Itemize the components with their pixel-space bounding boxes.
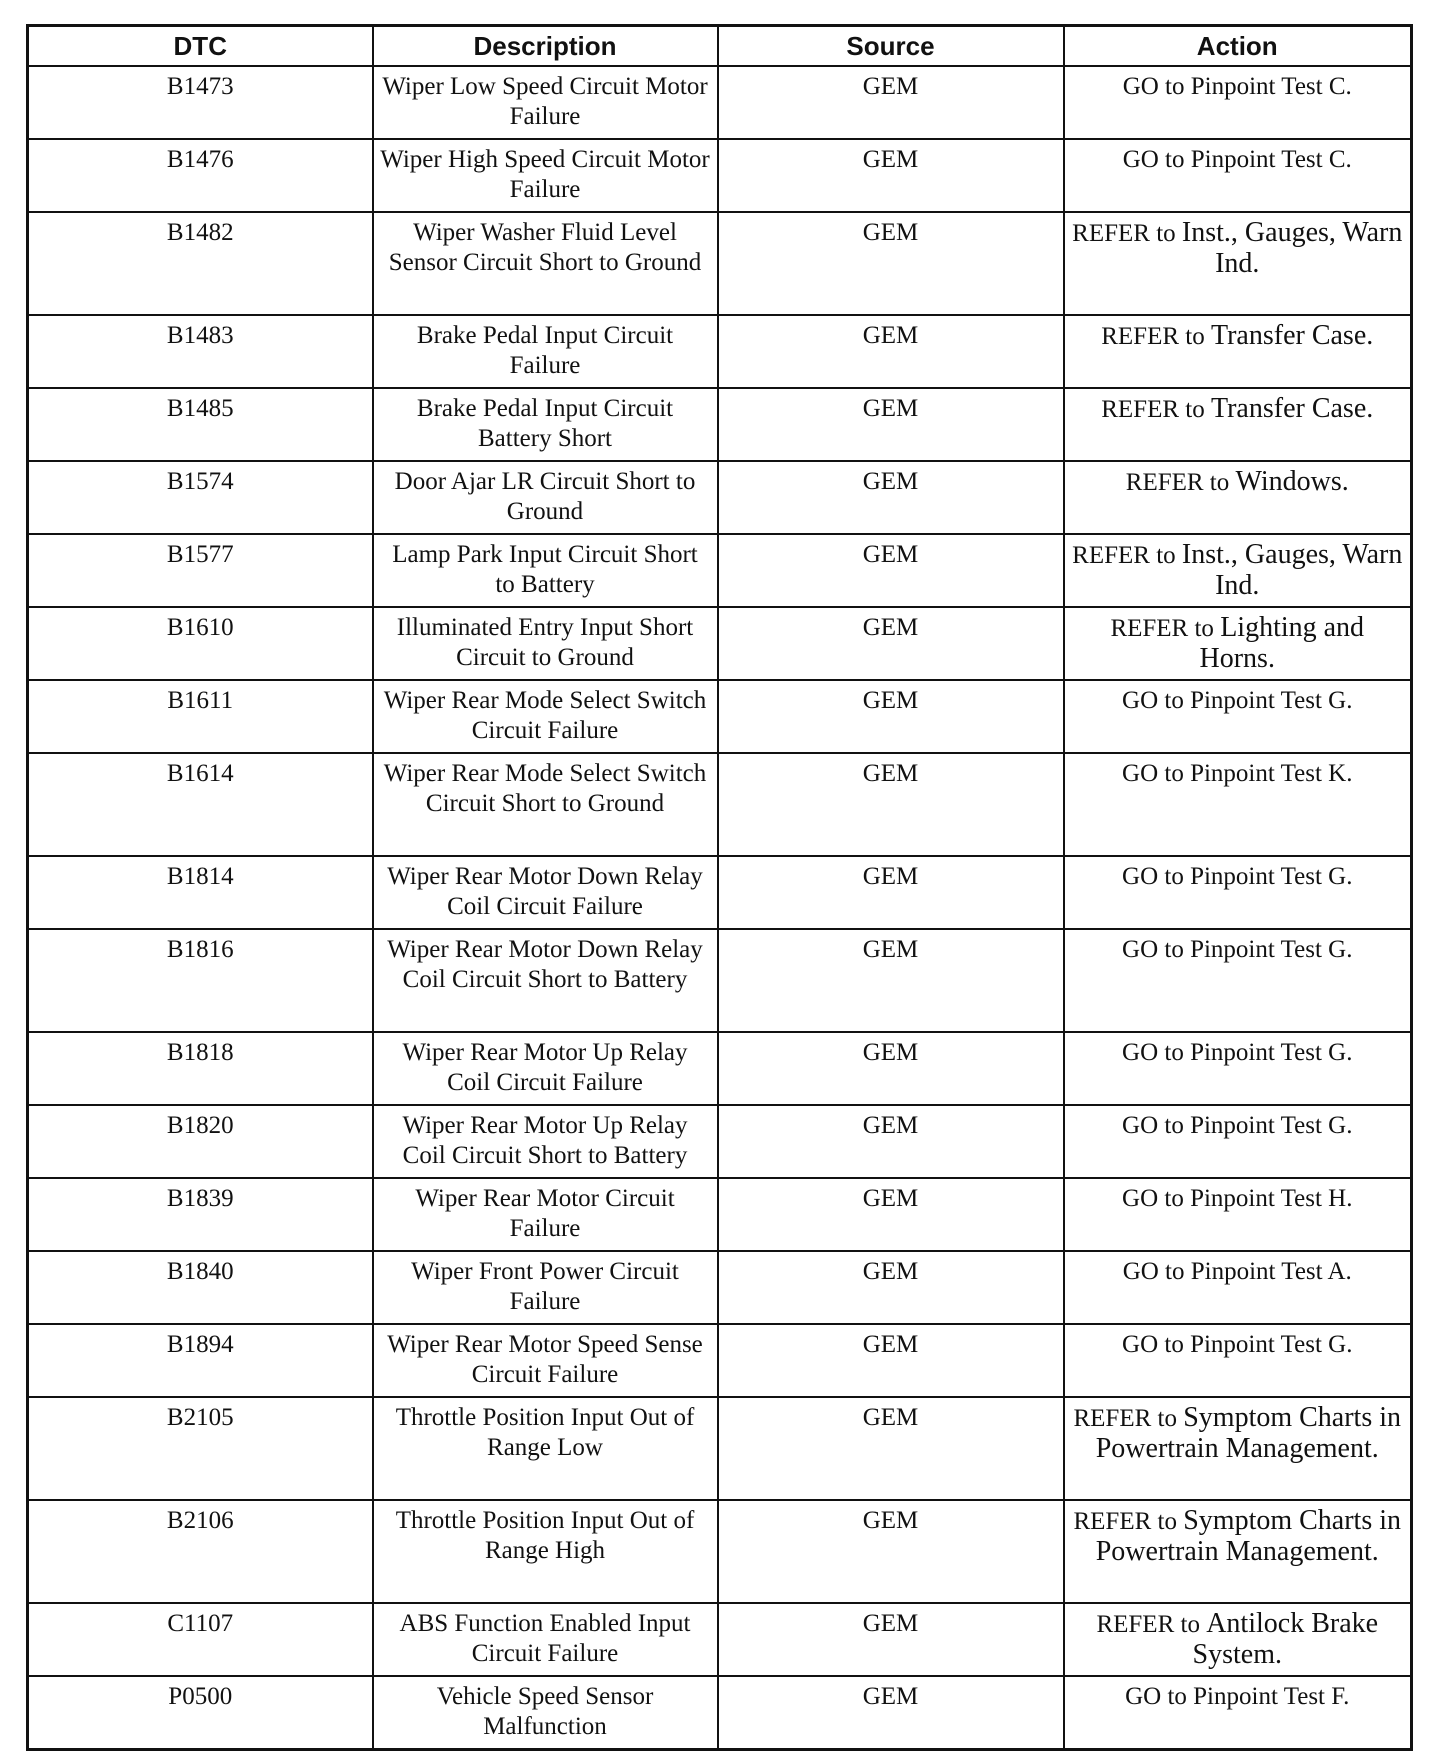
cell-dtc: B1816 xyxy=(28,929,373,1032)
cell-action xyxy=(1064,212,1412,315)
cell-description: Lamp Park Input Circuit Short to Battery xyxy=(373,534,718,607)
table-row xyxy=(28,1676,1412,1750)
action-prefix: GO to xyxy=(1122,1112,1184,1139)
cell-source: GEM xyxy=(718,1324,1064,1397)
table-row xyxy=(28,1500,1412,1603)
cell-dtc: B1820 xyxy=(28,1105,373,1178)
cell-source: GEM xyxy=(718,1397,1064,1500)
cell-action xyxy=(1064,1251,1412,1324)
cell-dtc: B1577 xyxy=(28,534,373,607)
action-target: Transfer Case. xyxy=(1210,393,1374,424)
cell-action xyxy=(1064,1676,1412,1750)
header-description: Description xyxy=(373,26,718,67)
cell-action xyxy=(1064,461,1412,534)
cell-action xyxy=(1064,1178,1412,1251)
table-row xyxy=(28,1178,1412,1251)
table-row xyxy=(28,856,1412,929)
action-target: Transfer Case. xyxy=(1210,320,1374,351)
cell-dtc: B1839 xyxy=(28,1178,373,1251)
cell-dtc: B1476 xyxy=(28,139,373,212)
action-target: Pinpoint Test F. xyxy=(1193,1683,1350,1710)
table-row xyxy=(28,680,1412,753)
action-target: Pinpoint Test K. xyxy=(1190,760,1353,787)
cell-description: Wiper Rear Motor Down Relay Coil Circuit Failure xyxy=(373,856,718,929)
table-row xyxy=(28,461,1412,534)
action-prefix: REFER to xyxy=(1072,542,1176,569)
action-target: Pinpoint Test H. xyxy=(1190,1185,1353,1212)
cell-description: Wiper Rear Motor Up Relay Coil Circuit Failure xyxy=(373,1032,718,1105)
table-row xyxy=(28,139,1412,212)
cell-action xyxy=(1064,315,1412,388)
table-row xyxy=(28,1603,1412,1676)
cell-source: GEM xyxy=(718,1676,1064,1750)
dtc-table xyxy=(26,24,1413,1751)
table-row xyxy=(28,607,1412,680)
cell-description: Illuminated Entry Input Short Circuit to Ground xyxy=(373,607,718,680)
table-row xyxy=(28,534,1412,607)
action-prefix: GO to xyxy=(1122,73,1185,100)
cell-source: GEM xyxy=(718,461,1064,534)
cell-dtc: B1482 xyxy=(28,212,373,315)
action-prefix: GO to xyxy=(1122,936,1184,963)
cell-source: GEM xyxy=(718,1251,1064,1324)
cell-description: Door Ajar LR Circuit Short to Ground xyxy=(373,461,718,534)
action-prefix: GO to xyxy=(1122,1331,1184,1358)
table-row xyxy=(28,66,1412,139)
cell-action xyxy=(1064,1105,1412,1178)
action-target: Pinpoint Test G. xyxy=(1190,1039,1353,1066)
action-target: Pinpoint Test C. xyxy=(1190,146,1352,173)
table-row xyxy=(28,929,1412,1032)
cell-source: GEM xyxy=(718,753,1064,856)
action-prefix: GO to xyxy=(1122,760,1184,787)
cell-dtc: B2105 xyxy=(28,1397,373,1500)
cell-dtc: B1818 xyxy=(28,1032,373,1105)
action-prefix: GO to xyxy=(1122,687,1184,714)
cell-action xyxy=(1064,607,1412,680)
action-prefix: REFER to xyxy=(1110,615,1214,642)
action-prefix: REFER to xyxy=(1125,469,1230,496)
cell-description: Wiper Rear Motor Speed Sense Circuit Failure xyxy=(373,1324,718,1397)
cell-source: GEM xyxy=(718,388,1064,461)
action-prefix: REFER to xyxy=(1073,1508,1177,1535)
cell-description: Wiper Rear Motor Up Relay Coil Circuit Short to Battery xyxy=(373,1105,718,1178)
cell-dtc: B1894 xyxy=(28,1324,373,1397)
cell-dtc: P0500 xyxy=(28,1676,373,1750)
cell-source: GEM xyxy=(718,1178,1064,1251)
action-prefix: REFER to xyxy=(1101,323,1205,350)
action-prefix: GO to xyxy=(1125,1683,1187,1710)
action-prefix: GO to xyxy=(1122,863,1184,890)
table-row xyxy=(28,753,1412,856)
action-target: Pinpoint Test G. xyxy=(1190,1331,1353,1358)
action-target: Lighting and Horns. xyxy=(1199,612,1365,674)
table-row xyxy=(28,212,1412,315)
action-target: Pinpoint Test A. xyxy=(1190,1258,1352,1285)
action-prefix: REFER to xyxy=(1101,396,1205,423)
action-prefix: REFER to xyxy=(1073,1405,1177,1432)
cell-dtc: B1814 xyxy=(28,856,373,929)
cell-action xyxy=(1064,856,1412,929)
cell-description: Wiper Rear Mode Select Switch Circuit Failure xyxy=(373,680,718,753)
cell-action xyxy=(1064,66,1412,139)
cell-source: GEM xyxy=(718,212,1064,315)
cell-description: Throttle Position Input Out of Range High xyxy=(373,1500,718,1603)
cell-source: GEM xyxy=(718,66,1064,139)
cell-source: GEM xyxy=(718,1105,1064,1178)
cell-dtc: B1473 xyxy=(28,66,373,139)
cell-description: Vehicle Speed Sensor Malfunction xyxy=(373,1676,718,1750)
action-prefix: REFER to xyxy=(1096,1611,1200,1638)
cell-dtc: B1610 xyxy=(28,607,373,680)
cell-action xyxy=(1064,1603,1412,1676)
cell-source: GEM xyxy=(718,680,1064,753)
cell-action xyxy=(1064,1500,1412,1603)
cell-dtc: B1614 xyxy=(28,753,373,856)
table-row xyxy=(28,388,1412,461)
cell-dtc: C1107 xyxy=(28,1603,373,1676)
cell-action xyxy=(1064,1032,1412,1105)
cell-source: GEM xyxy=(718,534,1064,607)
action-prefix: GO to xyxy=(1122,146,1185,173)
cell-description: Wiper Front Power Circuit Failure xyxy=(373,1251,718,1324)
action-target: Pinpoint Test G. xyxy=(1190,863,1353,890)
cell-action xyxy=(1064,1324,1412,1397)
cell-dtc: B1611 xyxy=(28,680,373,753)
cell-description: Wiper High Speed Circuit Motor Failure xyxy=(373,139,718,212)
cell-description: Wiper Rear Motor Circuit Failure xyxy=(373,1178,718,1251)
action-target: Antilock Brake System. xyxy=(1192,1608,1379,1670)
table-row xyxy=(28,1105,1412,1178)
cell-description: Wiper Rear Mode Select Switch Circuit Short to Ground xyxy=(373,753,718,856)
cell-source: GEM xyxy=(718,607,1064,680)
cell-dtc: B1485 xyxy=(28,388,373,461)
cell-description: Wiper Rear Motor Down Relay Coil Circuit Short to Battery xyxy=(373,929,718,1032)
action-target: Pinpoint Test G. xyxy=(1190,1112,1353,1139)
action-prefix: REFER to xyxy=(1072,220,1176,247)
cell-source: GEM xyxy=(718,856,1064,929)
table-row xyxy=(28,1251,1412,1324)
action-target: Pinpoint Test G. xyxy=(1190,936,1353,963)
action-prefix: GO to xyxy=(1122,1258,1185,1285)
cell-description: Brake Pedal Input Circuit Failure xyxy=(373,315,718,388)
cell-action xyxy=(1064,753,1412,856)
action-prefix: GO to xyxy=(1122,1185,1184,1212)
cell-dtc: B1483 xyxy=(28,315,373,388)
cell-action xyxy=(1064,534,1412,607)
cell-action xyxy=(1064,139,1412,212)
cell-dtc: B1840 xyxy=(28,1251,373,1324)
table-row xyxy=(28,315,1412,388)
action-target: Inst., Gauges, Warn Ind. xyxy=(1181,217,1403,279)
cell-description: Throttle Position Input Out of Range Low xyxy=(373,1397,718,1500)
table-row xyxy=(28,1324,1412,1397)
dtc-document xyxy=(26,24,1410,1751)
cell-source: GEM xyxy=(718,1032,1064,1105)
cell-source: GEM xyxy=(718,1603,1064,1676)
cell-action xyxy=(1064,1397,1412,1500)
action-target: Inst., Gauges, Warn Ind. xyxy=(1181,539,1403,601)
cell-description: ABS Function Enabled Input Circuit Failure xyxy=(373,1603,718,1676)
table-body xyxy=(28,66,1412,1750)
table-header xyxy=(28,26,1412,67)
cell-source: GEM xyxy=(718,929,1064,1032)
cell-dtc: B1574 xyxy=(28,461,373,534)
cell-action xyxy=(1064,680,1412,753)
action-prefix: GO to xyxy=(1122,1039,1184,1066)
cell-dtc: B2106 xyxy=(28,1500,373,1603)
cell-action xyxy=(1064,929,1412,1032)
action-target: Windows. xyxy=(1235,466,1349,497)
header-row xyxy=(28,26,1412,67)
cell-source: GEM xyxy=(718,1500,1064,1603)
cell-description: Wiper Low Speed Circuit Motor Failure xyxy=(373,66,718,139)
table-row xyxy=(28,1032,1412,1105)
action-target: Symptom Charts in Powertrain Management. xyxy=(1095,1505,1402,1567)
header-source: Source xyxy=(718,26,1064,67)
cell-action xyxy=(1064,388,1412,461)
table-row xyxy=(28,1397,1412,1500)
cell-source: GEM xyxy=(718,139,1064,212)
header-action: Action xyxy=(1064,26,1412,67)
action-target: Pinpoint Test C. xyxy=(1190,73,1352,100)
cell-description: Brake Pedal Input Circuit Battery Short xyxy=(373,388,718,461)
cell-source: GEM xyxy=(718,315,1064,388)
cell-description: Wiper Washer Fluid Level Sensor Circuit Short to Ground xyxy=(373,212,718,315)
action-target: Symptom Charts in Powertrain Management. xyxy=(1095,1402,1402,1464)
header-dtc: DTC xyxy=(28,26,373,67)
action-target: Pinpoint Test G. xyxy=(1190,687,1353,714)
